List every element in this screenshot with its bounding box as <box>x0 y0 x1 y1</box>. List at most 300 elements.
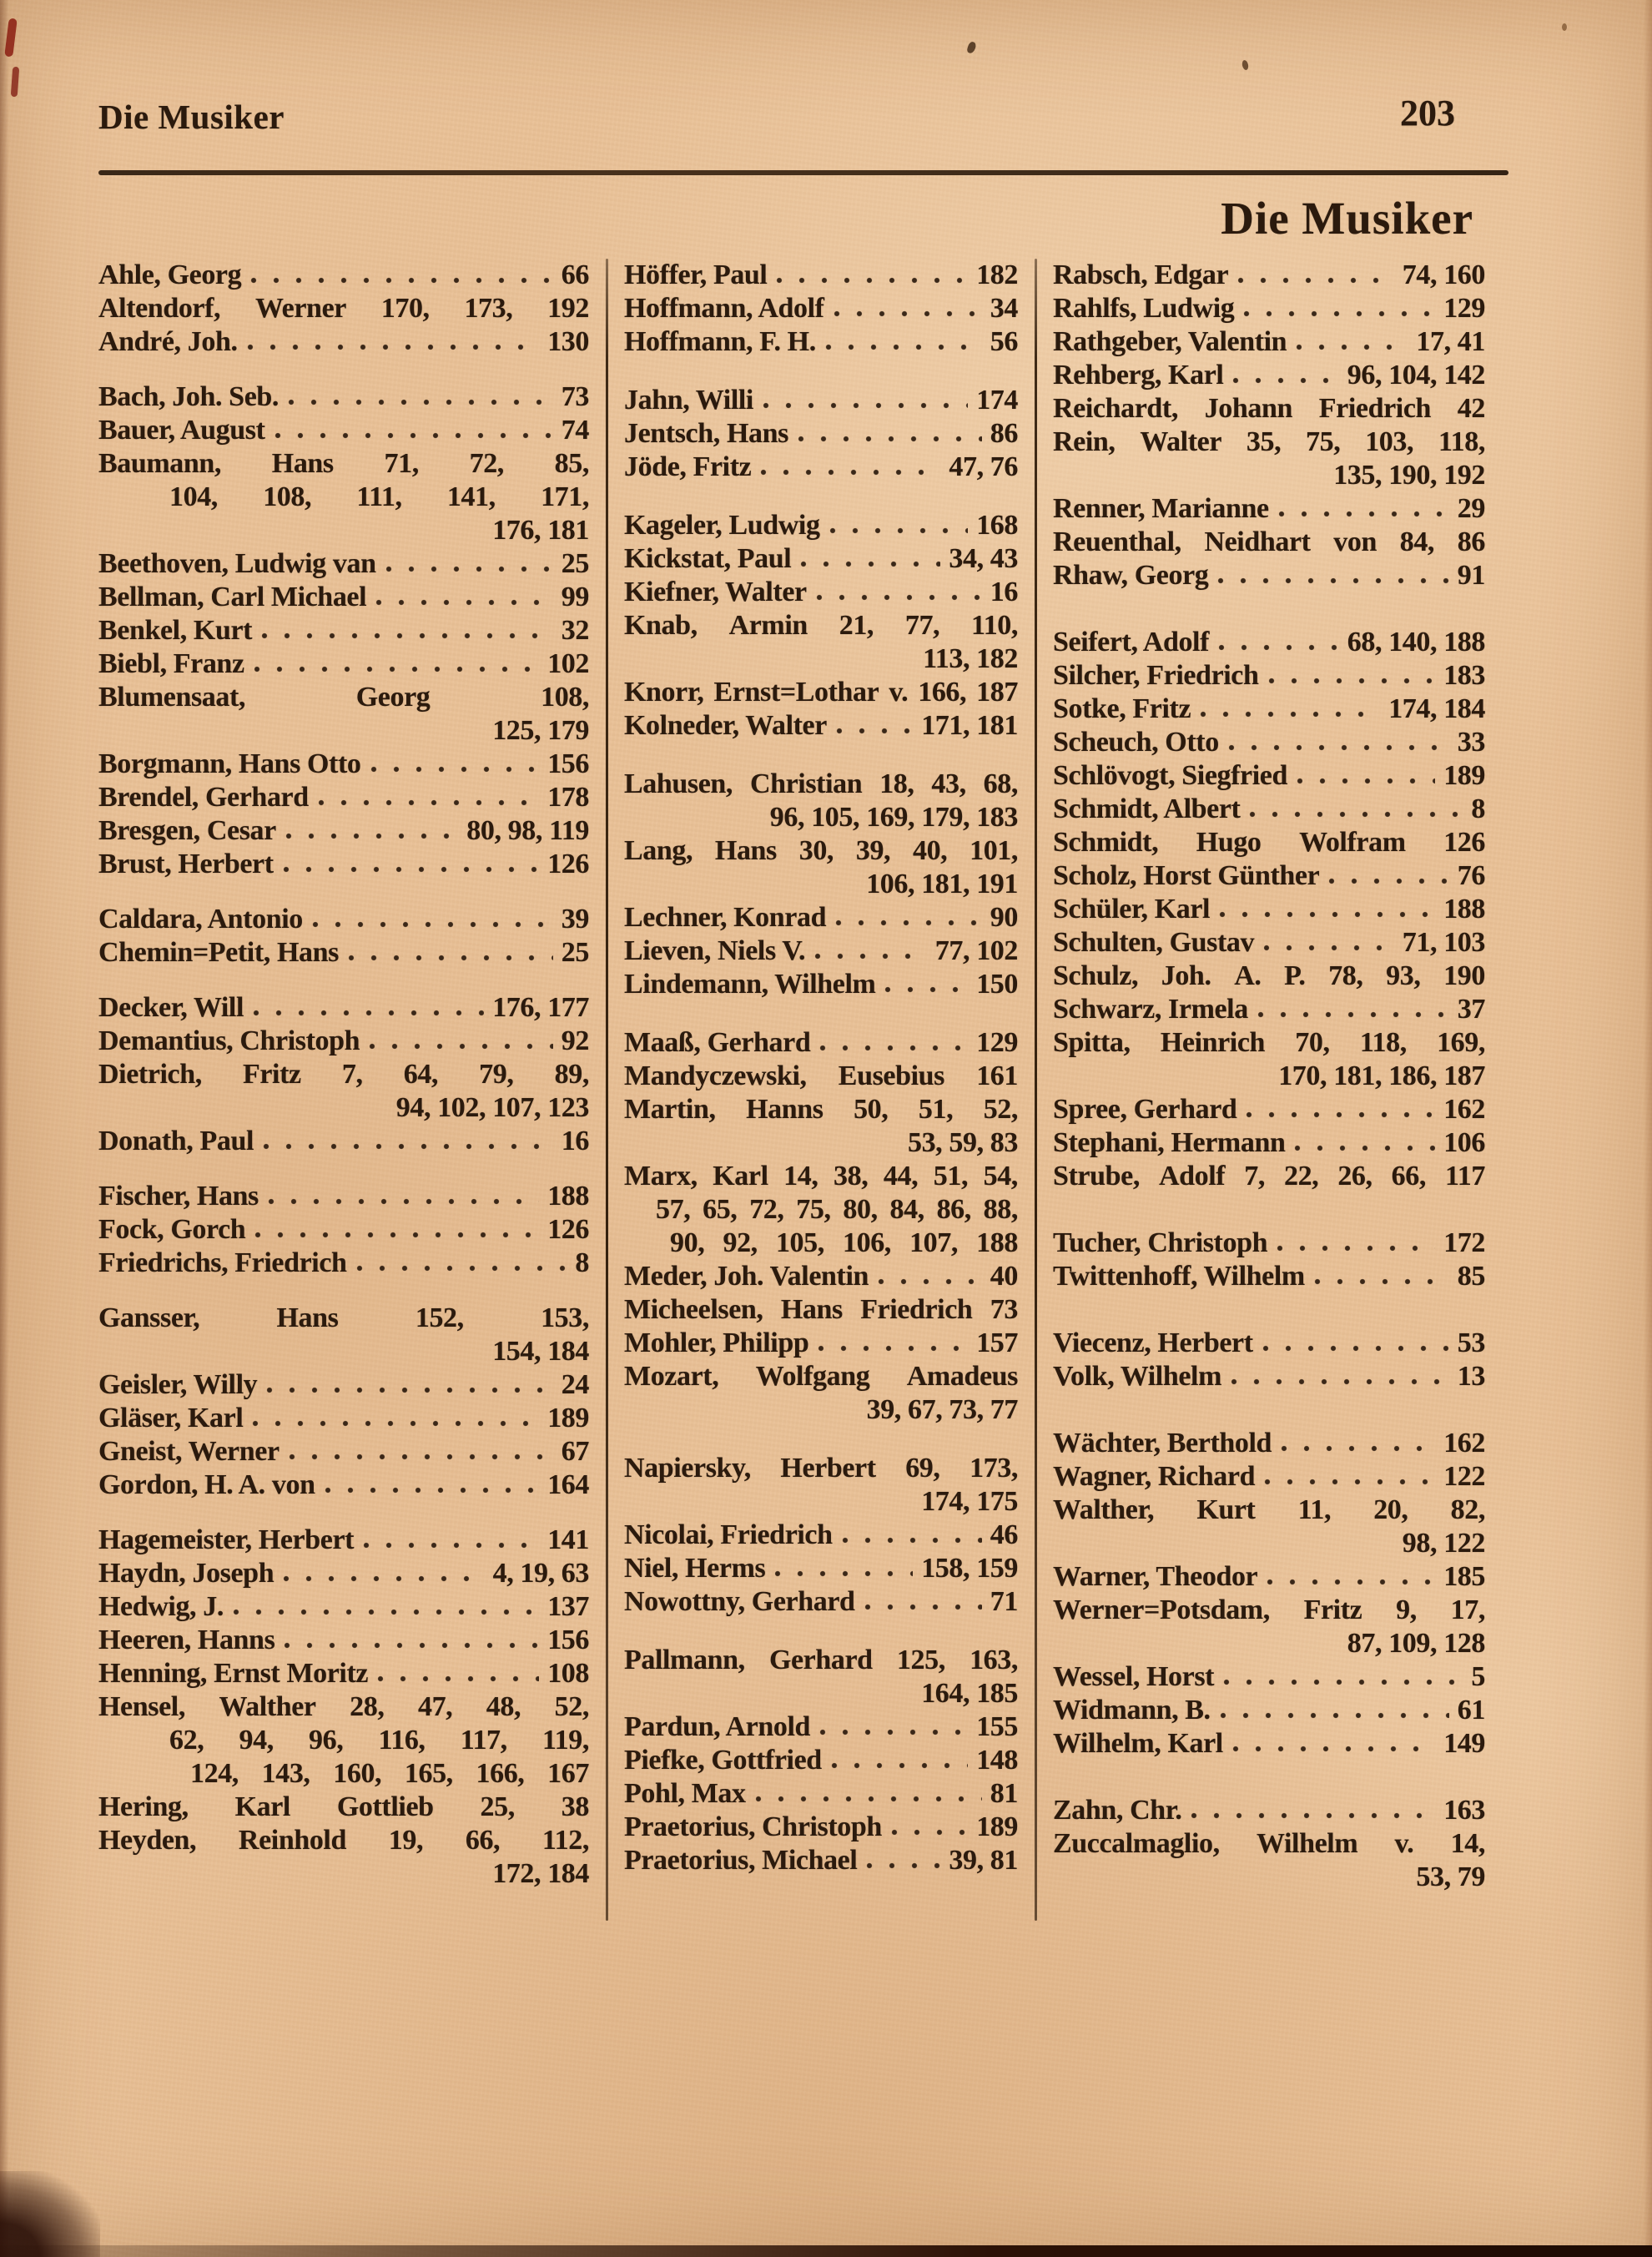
index-entry <box>98 1590 589 1624</box>
entry-pages: 46 <box>990 1519 1018 1550</box>
dot-leader <box>232 1608 539 1616</box>
index-entry <box>1053 726 1485 759</box>
index-entry <box>1053 1327 1485 1360</box>
index-entry <box>624 709 1018 743</box>
dot-leader <box>1262 1344 1449 1353</box>
dot-leader <box>375 598 553 607</box>
entry-name: Tucher, Christoph <box>1053 1227 1268 1258</box>
index-entry: Zuccalmaglio, Wilhelm v. 14, <box>1053 1828 1485 1859</box>
entry-name: Schulten, Gustav <box>1053 927 1255 958</box>
index-columns <box>98 259 1485 1921</box>
index-entry <box>1053 1227 1485 1260</box>
entry-gap <box>1053 592 1485 626</box>
index-entry <box>1053 1694 1485 1727</box>
entry-name: Spree, Gerhard <box>1053 1094 1237 1125</box>
entry-gap <box>98 881 589 903</box>
entry-pages: 130 <box>547 326 589 357</box>
index-entry <box>1053 759 1485 793</box>
entry-continuation: 125, 179 <box>492 715 589 746</box>
dot-leader <box>1262 944 1394 952</box>
entry-continuation: 172, 184 <box>492 1858 589 1889</box>
dot-leader <box>1257 1010 1449 1019</box>
index-entry <box>624 935 1018 968</box>
entry-pages: 108 <box>547 1658 589 1689</box>
index-entry: Hering, Karl Gottlieb 25, 38 <box>98 1791 589 1822</box>
dot-leader <box>865 1862 940 1870</box>
dot-leader <box>834 919 982 927</box>
entry-name: Zahn, Chr. <box>1053 1795 1182 1826</box>
entry-name: Brendel, Gerhard <box>98 782 309 813</box>
entry-continuation: 124, 143, 160, 165, 166, 167 <box>190 1758 589 1789</box>
index-entry <box>98 1557 589 1590</box>
index-entry <box>98 614 589 647</box>
dot-leader <box>759 468 940 476</box>
dot-leader <box>1217 643 1339 652</box>
entry-name: Beethoven, Ludwig van <box>98 548 376 579</box>
entry-pages: 71, 103 <box>1402 927 1485 958</box>
dot-leader <box>385 565 553 573</box>
dot-leader <box>249 276 553 285</box>
index-entry <box>624 1327 1018 1360</box>
entry-name: Rathgeber, Valentin <box>1053 326 1287 357</box>
index-entry: Reichardt, Johann Friedrich 42 <box>1053 393 1485 424</box>
dot-leader <box>1219 1711 1449 1720</box>
dot-leader <box>368 1042 553 1050</box>
entry-continuation: 53, 79 <box>1416 1862 1485 1892</box>
entry-name: Fock, Gorch <box>98 1214 246 1245</box>
index-entry: Martin, Hanns 50, 51, 52, <box>624 1094 1018 1125</box>
dot-leader <box>1190 1811 1435 1820</box>
index-entry: Napiersky, Herbert 69, 173, <box>624 1453 1018 1484</box>
dot-leader <box>1276 1244 1435 1252</box>
index-entry <box>624 1844 1018 1877</box>
index-entry: Micheelsen, Hans Friedrich 73 <box>624 1294 1018 1325</box>
entry-continuation: 106, 181, 191 <box>866 869 1018 899</box>
index-entry <box>624 325 1018 359</box>
entry-pages: 178 <box>547 782 589 813</box>
entry-pages: 74 <box>561 415 589 446</box>
entry-name: Niel, Herms <box>624 1553 766 1584</box>
index-entry <box>624 968 1018 1001</box>
index-entry <box>1053 559 1485 592</box>
entry-pages: 189 <box>547 1403 589 1433</box>
dot-leader <box>1266 1578 1435 1586</box>
dot-leader <box>818 1728 968 1736</box>
index-entry <box>624 509 1018 542</box>
entry-pages: 182 <box>976 259 1018 290</box>
index-entry <box>1053 1560 1485 1594</box>
entry-pages: 149 <box>1443 1728 1485 1759</box>
entry-pages: 34, 43 <box>949 543 1018 574</box>
entry-name: Haydn, Joseph <box>98 1558 274 1589</box>
entry-name: Bauer, August <box>98 415 265 446</box>
entry-name: Höffer, Paul <box>624 259 768 290</box>
index-entry: Baumann, Hans 71, 72, 85, <box>98 448 589 479</box>
dot-leader <box>884 985 968 994</box>
entry-name: Wilhelm, Karl <box>1053 1728 1223 1759</box>
index-entry <box>1053 793 1485 826</box>
entry-name: Hoffmann, F. H. <box>624 326 816 357</box>
entry-name: Kageler, Ludwig <box>624 510 820 541</box>
entry-pages: 92 <box>561 1025 589 1056</box>
index-entry <box>624 901 1018 935</box>
entry-pages: 25 <box>561 937 589 968</box>
entry-name: Rabsch, Edgar <box>1053 259 1229 290</box>
entry-pages: 189 <box>1443 760 1485 791</box>
entry-continuation: 135, 190, 192 <box>1333 460 1485 491</box>
dot-leader <box>1218 910 1435 919</box>
ink-speck <box>1242 59 1249 70</box>
index-entry <box>1053 1360 1485 1393</box>
entry-name: Gordon, H. A. von <box>98 1469 315 1500</box>
entry-pages: 71 <box>990 1586 1018 1617</box>
index-entry <box>1053 492 1485 526</box>
index-entry <box>98 380 589 414</box>
entry-name: Twittenhoff, Wilhelm <box>1053 1261 1305 1292</box>
index-entry <box>98 1402 589 1435</box>
index-entry <box>1053 1660 1485 1694</box>
entry-name: Wagner, Richard <box>1053 1461 1256 1492</box>
entry-name: Rhaw, Georg <box>1053 560 1209 591</box>
index-entry <box>98 325 589 359</box>
entry-pages: 137 <box>547 1591 589 1622</box>
entry-continuation: 90, 92, 105, 106, 107, 188 <box>670 1227 1018 1258</box>
dot-leader <box>283 1641 539 1650</box>
entry-continuation: 176, 181 <box>492 515 589 546</box>
entry-name: Wessel, Horst <box>1053 1661 1215 1692</box>
entry-name: Jöde, Fritz <box>624 451 752 482</box>
index-entry <box>1053 259 1485 292</box>
entry-continuation: 94, 102, 107, 123 <box>395 1092 589 1123</box>
index-entry <box>1053 1794 1485 1827</box>
index-entry: Dietrich, Fritz 7, 64, 79, 89, <box>98 1059 589 1090</box>
dot-leader <box>1242 310 1435 318</box>
entry-pages: 68, 140, 188 <box>1347 627 1485 657</box>
entry-pages: 80, 98, 119 <box>466 815 589 846</box>
entry-name: Kolneder, Walter <box>624 710 827 741</box>
entry-name: Pardun, Arnold <box>624 1711 811 1742</box>
entry-pages: 122 <box>1443 1461 1485 1492</box>
entry-name: Warner, Theodor <box>1053 1561 1258 1592</box>
dot-leader <box>1327 877 1448 885</box>
index-entry <box>1053 1093 1485 1126</box>
entry-name: Nowottny, Gerhard <box>624 1586 855 1617</box>
page-edge-shadow-right <box>1644 0 1652 2257</box>
entry-pages: 168 <box>976 510 1018 541</box>
index-entry: Rein, Walter 35, 75, 103, 118, <box>1053 426 1485 457</box>
dot-leader <box>815 593 982 602</box>
dot-leader <box>1199 710 1380 718</box>
entry-continuation: 87, 109, 128 <box>1347 1628 1485 1659</box>
dot-leader <box>797 435 982 443</box>
head-rule <box>98 170 1508 175</box>
entry-gap <box>1053 1293 1485 1327</box>
dot-leader <box>262 1142 553 1151</box>
index-entry <box>624 542 1018 576</box>
index-entry <box>98 259 589 292</box>
dot-leader <box>355 1264 567 1272</box>
index-entry <box>98 1435 589 1469</box>
index-entry: Spitta, Heinrich 70, 118, 169, <box>1053 1027 1485 1058</box>
entry-pages: 81 <box>990 1778 1018 1809</box>
entry-name: Schwarz, Irmela <box>1053 994 1248 1025</box>
entry-pages: 164 <box>547 1469 589 1500</box>
entry-name: Widmann, B. <box>1053 1695 1211 1725</box>
index-entry <box>1053 359 1485 392</box>
entry-pages: 189 <box>976 1811 1018 1842</box>
entry-pages: 56 <box>990 326 1018 357</box>
entry-gap <box>624 359 1018 384</box>
index-entry <box>1053 1126 1485 1160</box>
index-entry: Knorr, Ernst=Lothar v. 166, 187 <box>624 677 1018 708</box>
entry-gap <box>1053 1393 1485 1427</box>
entry-gap <box>624 1001 1018 1026</box>
entry-pages: 126 <box>547 1214 589 1245</box>
entry-name: Bresgen, Cesar <box>98 815 276 846</box>
entry-gap <box>98 1502 589 1524</box>
page-edge-shadow-left <box>0 0 12 2257</box>
dot-leader <box>890 1828 968 1836</box>
index-entry: Werner=Potsdam, Fritz 9, 17, <box>1053 1595 1485 1625</box>
dot-leader <box>370 765 540 773</box>
dot-leader <box>376 1675 539 1683</box>
entry-name: Rehberg, Karl <box>1053 360 1224 390</box>
entry-pages: 76 <box>1457 860 1485 891</box>
index-entry <box>98 991 589 1025</box>
entry-name: Wächter, Berthold <box>1053 1428 1272 1458</box>
index-entry: Lang, Hans 30, 39, 40, 101, <box>624 835 1018 866</box>
entry-name: Lieven, Niels V. <box>624 935 806 966</box>
index-entry <box>98 814 589 848</box>
dot-leader <box>830 1761 968 1770</box>
entry-name: Piefke, Gottfried <box>624 1745 822 1776</box>
entry-pages: 37 <box>1457 994 1485 1025</box>
entry-name: Benkel, Kurt <box>98 615 253 646</box>
entry-name: Sotke, Fritz <box>1053 693 1191 724</box>
index-entry <box>1053 659 1485 693</box>
index-entry <box>98 414 589 447</box>
entry-pages: 141 <box>547 1524 589 1555</box>
index-entry <box>98 903 589 936</box>
entry-name: Scholz, Horst Günther <box>1053 860 1320 891</box>
entry-name: Lechner, Konrad <box>624 902 827 933</box>
entry-pages: 129 <box>1443 293 1485 324</box>
dot-leader <box>754 1795 982 1803</box>
ink-speck <box>966 41 977 54</box>
scan-corner-smudge <box>0 2171 100 2257</box>
entry-name: Hoffmann, Adolf <box>624 293 824 324</box>
entry-name: Jentsch, Hans <box>624 418 788 449</box>
entry-pages: 158, 159 <box>921 1553 1018 1584</box>
entry-name: Gneist, Werner <box>98 1436 280 1467</box>
index-entry <box>624 1552 1018 1585</box>
dot-leader <box>1245 1111 1435 1119</box>
entry-pages: 174, 184 <box>1388 693 1485 724</box>
index-entry <box>1053 993 1485 1026</box>
dot-leader <box>1236 276 1394 285</box>
page-number: 203 <box>1400 93 1455 134</box>
index-entry <box>98 1657 589 1690</box>
index-entry <box>1053 1260 1485 1293</box>
entry-name: Viecenz, Herbert <box>1053 1327 1253 1358</box>
entry-pages: 185 <box>1443 1561 1485 1592</box>
entry-pages: 90 <box>990 902 1018 933</box>
entry-name: Biebl, Franz <box>98 648 244 679</box>
entry-pages: 102 <box>547 648 589 679</box>
index-entry <box>1053 626 1485 659</box>
index-entry <box>98 1524 589 1557</box>
entry-pages: 162 <box>1443 1094 1485 1125</box>
index-entry: Strube, Adolf 7, 22, 26, 66, 117 <box>1053 1161 1485 1191</box>
page-edge-shadow-bottom <box>0 2245 1652 2257</box>
entry-name: Caldara, Antonio <box>98 904 303 935</box>
entry-pages: 34 <box>990 293 1018 324</box>
index-entry <box>624 1777 1018 1811</box>
dot-leader <box>282 865 540 874</box>
entry-name: Ahle, Georg <box>98 259 242 290</box>
index-entry <box>624 292 1018 325</box>
entry-name: Lindemann, Wilhelm <box>624 969 876 1000</box>
entry-pages: 174 <box>976 385 1018 416</box>
entry-pages: 61 <box>1457 1695 1485 1725</box>
dot-leader <box>1231 376 1338 385</box>
index-column-2 <box>624 259 1018 1921</box>
index-entry: Knab, Armin 21, 77, 110, <box>624 610 1018 641</box>
index-entry <box>98 1368 589 1402</box>
dot-leader <box>1280 1444 1435 1453</box>
entry-name: Mohler, Philipp <box>624 1327 809 1358</box>
dot-leader <box>829 526 969 535</box>
entry-pages: 8 <box>1471 793 1485 824</box>
dot-leader <box>1267 677 1436 685</box>
dot-leader <box>1277 510 1449 518</box>
entry-pages: 24 <box>561 1369 589 1400</box>
entry-pages: 17, 41 <box>1416 326 1485 357</box>
entry-name: Jahn, Willi <box>624 385 753 416</box>
entry-name: Heeren, Hanns <box>98 1625 275 1655</box>
entry-name: Chemin=Petit, Hans <box>98 937 339 968</box>
index-entry: Heyden, Reinhold 19, 66, 112, <box>98 1825 589 1856</box>
ink-speck <box>1562 23 1567 31</box>
dot-leader <box>253 665 540 673</box>
entry-name: Hedwig, J. <box>98 1591 224 1622</box>
entry-name: Decker, Will <box>98 992 244 1023</box>
entry-name: Schlövogt, Siegfried <box>1053 760 1287 791</box>
entry-pages: 171, 181 <box>921 710 1018 741</box>
dot-leader <box>1222 1678 1463 1686</box>
index-entry: Mozart, Wolfgang Amadeus <box>624 1361 1018 1392</box>
entry-name: Schmidt, Albert <box>1053 793 1241 824</box>
entry-name: Meder, Joh. Valentin <box>624 1261 869 1292</box>
entry-pages: 162 <box>1443 1428 1485 1458</box>
entry-pages: 67 <box>561 1436 589 1467</box>
entry-gap <box>624 743 1018 768</box>
entry-pages: 73 <box>561 381 589 412</box>
entry-continuation: 53, 59, 83 <box>907 1127 1018 1158</box>
entry-name: Bellman, Carl Michael <box>98 582 367 612</box>
entry-name: Gläser, Karl <box>98 1403 244 1433</box>
index-entry <box>624 417 1018 451</box>
index-entry: Schmidt, Hugo Wolfram 126 <box>1053 827 1485 858</box>
dot-leader <box>260 632 553 640</box>
entry-pages: 39, 81 <box>949 1845 1018 1876</box>
entry-pages: 5 <box>1471 1661 1485 1692</box>
index-entry <box>98 581 589 614</box>
entry-name: Bach, Joh. Seb. <box>98 381 279 412</box>
dot-leader <box>1295 343 1408 351</box>
entry-name: Praetorius, Michael <box>624 1845 858 1876</box>
entry-pages: 29 <box>1457 493 1485 524</box>
entry-continuation: 104, 108, 111, 141, 171, <box>169 481 589 512</box>
entry-continuation: 154, 184 <box>492 1336 589 1367</box>
dot-leader <box>347 954 553 962</box>
index-entry <box>98 748 589 781</box>
index-entry <box>624 384 1018 417</box>
entry-name: Brust, Herbert <box>98 849 274 879</box>
dot-leader <box>841 1536 982 1544</box>
dot-leader <box>1227 743 1449 752</box>
index-entry <box>624 259 1018 292</box>
entry-name: Silcher, Friedrich <box>1053 660 1259 691</box>
entry-pages: 156 <box>547 748 589 779</box>
index-entry: Pallmann, Gerhard 125, 163, <box>624 1645 1018 1675</box>
entry-pages: 66 <box>561 259 589 290</box>
entry-gap <box>98 359 589 380</box>
entry-pages: 176, 177 <box>492 992 589 1023</box>
dot-leader <box>1216 577 1448 585</box>
dot-leader <box>287 398 553 406</box>
entry-pages: 156 <box>547 1625 589 1655</box>
dot-leader <box>824 343 982 351</box>
dot-leader <box>813 952 927 960</box>
index-entry <box>624 1026 1018 1060</box>
entry-name: Nicolai, Friedrich <box>624 1519 833 1550</box>
index-entry: Blumensaat, Georg 108, <box>98 682 589 713</box>
entry-name: Kickstat, Paul <box>624 543 792 574</box>
index-entry <box>98 1624 589 1657</box>
index-entry <box>624 1744 1018 1777</box>
index-entry <box>624 1260 1018 1293</box>
index-entry <box>1053 325 1485 359</box>
index-entry <box>624 1585 1018 1619</box>
dot-leader <box>775 276 968 285</box>
dot-leader <box>818 1044 968 1052</box>
index-entry <box>624 1519 1018 1552</box>
entry-pages: 106 <box>1443 1127 1485 1158</box>
entry-pages: 47, 76 <box>949 451 1018 482</box>
entry-gap <box>98 1280 589 1302</box>
entry-gap <box>1053 1761 1485 1794</box>
dot-leader <box>282 1574 484 1583</box>
dot-leader <box>1263 1478 1435 1486</box>
index-entry <box>1053 1460 1485 1494</box>
column-rule <box>1035 259 1037 1921</box>
dot-leader <box>877 1277 982 1286</box>
entry-gap <box>624 1427 1018 1452</box>
entry-name: Geisler, Willy <box>98 1369 258 1400</box>
entry-pages: 33 <box>1457 727 1485 758</box>
entry-name: Hagemeister, Herbert <box>98 1524 355 1555</box>
index-entry <box>624 576 1018 609</box>
dot-leader <box>252 1009 484 1017</box>
dot-leader <box>285 832 458 840</box>
entry-continuation: 174, 175 <box>921 1486 1018 1517</box>
entry-gap <box>624 484 1018 509</box>
entry-pages: 40 <box>990 1261 1018 1292</box>
index-entry <box>98 1180 589 1213</box>
entry-pages: 39 <box>561 904 589 935</box>
index-entry: Hensel, Walther 28, 47, 48, 52, <box>98 1691 589 1722</box>
